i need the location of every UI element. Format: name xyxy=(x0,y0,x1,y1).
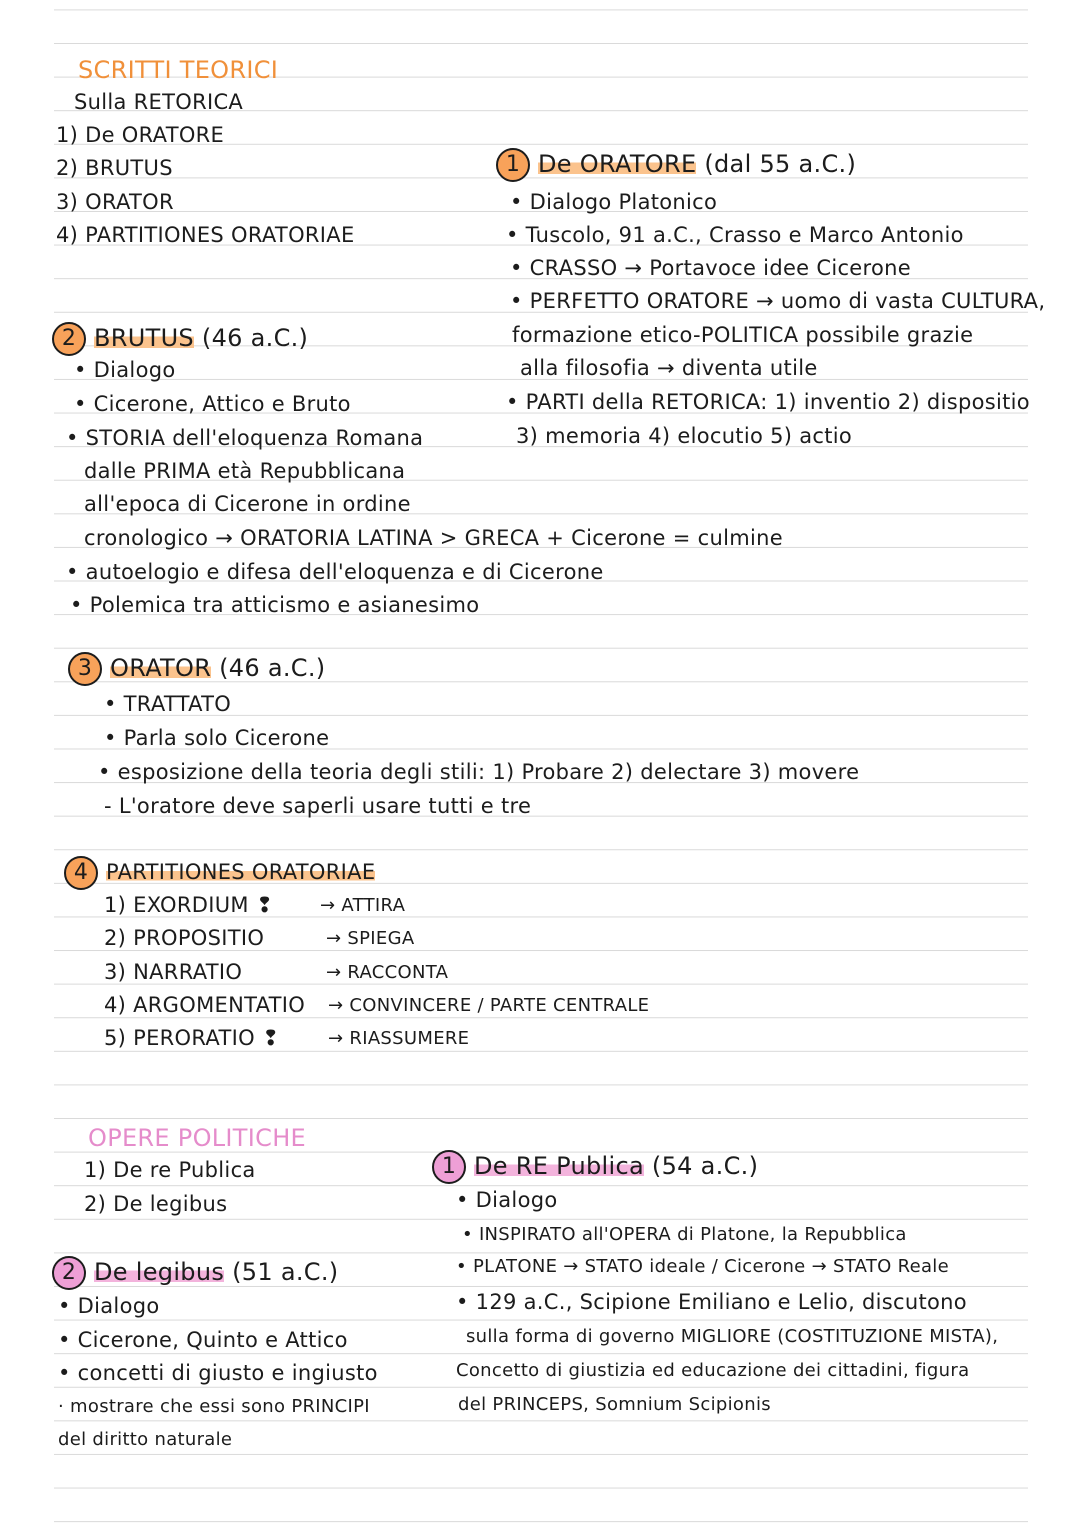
orator-title: ORATOR xyxy=(110,654,212,682)
de-legibus-heading xyxy=(52,1256,338,1290)
political-list-item: 1) De re Publica xyxy=(84,1158,256,1182)
de-oratore-heading xyxy=(496,148,856,182)
theoretical-list-item: 3) ORATOR xyxy=(56,190,174,214)
brutus-date: (46 a.C.) xyxy=(201,324,309,352)
de-legibus-line: • Dialogo xyxy=(58,1294,160,1318)
brutus-line: • autoelogio e difesa dell'eloquenza e di Cicerone xyxy=(66,560,604,584)
orator-line: - L'oratore deve saperli usare tutti e tre xyxy=(104,794,532,818)
de-re-publica-line: • INSPIRATO all'OPERA di Platone, la Repubblica xyxy=(462,1224,907,1245)
page-margin-right xyxy=(1028,0,1080,1527)
section-title-political: OPERE POLITICHE xyxy=(88,1124,307,1152)
de-legibus-line: • Cicerone, Quinto e Attico xyxy=(58,1328,348,1352)
de-re-publica-line: sulla forma di governo MIGLIORE (COSTITUZIONE MISTA), xyxy=(466,1326,999,1347)
partitiones-part: 1) EXORDIUM ❢ xyxy=(104,893,274,917)
subtitle-rhetoric: Sulla RETORICA xyxy=(74,90,244,114)
de-oratore-line: formazione etico-POLITICA possibile grazie xyxy=(512,323,974,347)
de-legibus-title: De legibus xyxy=(94,1258,225,1286)
brutus-line: all'epoca di Cicerone in ordine xyxy=(84,492,411,516)
brutus-line: dalle PRIMA età Repubblicana xyxy=(84,459,406,483)
partitiones-part: 3) NARRATIO xyxy=(104,960,243,984)
partitiones-action: → ATTIRA xyxy=(320,895,406,916)
de-legibus-date: (51 a.C.) xyxy=(232,1258,339,1286)
de-oratore-title: De ORATORE xyxy=(538,150,697,178)
partitiones-action: → RACCONTA xyxy=(326,962,449,983)
page-margin-left xyxy=(0,0,54,1527)
partitiones-heading xyxy=(64,856,375,890)
partitiones-part: 4) ARGOMENTATIO xyxy=(104,993,306,1017)
de-oratore-line: • PARTI della RETORICA: 1) inventio 2) dispositio xyxy=(506,390,1030,414)
de-re-publica-title: De RE Publica xyxy=(474,1152,644,1180)
de-oratore-line: • PERFETTO ORATORE → uomo di vasta CULTURA, xyxy=(510,289,1046,313)
de-oratore-line: alla filosofia → diventa utile xyxy=(520,356,818,380)
number-circle: 2 xyxy=(52,322,86,356)
de-oratore-date: (dal 55 a.C.) xyxy=(704,150,857,178)
de-re-publica-heading xyxy=(432,1150,758,1184)
brutus-line: • Polemica tra atticismo e asianesimo xyxy=(70,593,480,617)
de-re-publica-date: (54 a.C.) xyxy=(651,1152,759,1180)
brutus-line: cronologico → ORATORIA LATINA > GRECA + Cicerone = culmine xyxy=(84,526,783,550)
de-legibus-line: del diritto naturale xyxy=(58,1429,233,1450)
brutus-line: • STORIA dell'eloquenza Romana xyxy=(66,426,424,450)
brutus-line: • Dialogo xyxy=(74,358,176,382)
partitiones-action: → RIASSUMERE xyxy=(328,1028,470,1049)
number-circle: 3 xyxy=(68,652,102,686)
political-list-item: 2) De legibus xyxy=(84,1192,228,1216)
brutus-line: • Cicerone, Attico e Bruto xyxy=(74,392,351,416)
orator-line: • esposizione della teoria degli stili: 1) Probare 2) delectare 3) movere xyxy=(98,760,860,784)
number-circle: 1 xyxy=(432,1150,466,1184)
brutus-title: BRUTUS xyxy=(94,324,194,352)
partitiones-part: 2) PROPOSITIO xyxy=(104,926,265,950)
de-oratore-line: • CRASSO → Portavoce idee Cicerone xyxy=(510,256,911,280)
de-legibus-line: · mostrare che essi sono PRINCIPI xyxy=(58,1396,370,1417)
de-oratore-line: 3) memoria 4) elocutio 5) actio xyxy=(516,424,853,448)
theoretical-list-item: 1) De ORATORE xyxy=(56,123,225,147)
theoretical-list-item: 4) PARTITIONES ORATORIAE xyxy=(56,223,355,247)
orator-date: (46 a.C.) xyxy=(219,654,326,682)
de-legibus-line: • concetti di giusto e ingiusto xyxy=(58,1361,378,1385)
number-circle: 1 xyxy=(496,148,530,182)
de-re-publica-line: • Dialogo xyxy=(456,1188,558,1212)
brutus-heading xyxy=(52,322,308,356)
orator-heading xyxy=(68,652,325,686)
partitiones-action: → CONVINCERE / PARTE CENTRALE xyxy=(328,995,650,1016)
orator-line: • TRATTATO xyxy=(104,692,232,716)
number-circle: 2 xyxy=(52,1256,86,1290)
section-title-theoretical: SCRITTI TEORICI xyxy=(78,56,279,84)
orator-line: • Parla solo Cicerone xyxy=(104,726,330,750)
de-re-publica-line: Concetto di giustizia ed educazione dei cittadini, figura xyxy=(456,1360,970,1381)
de-re-publica-line: • PLATONE → STATO ideale / Cicerone → STATO Reale xyxy=(456,1256,949,1277)
partitiones-action: → SPIEGA xyxy=(326,928,415,949)
theoretical-list-item: 2) BRUTUS xyxy=(56,156,173,180)
de-oratore-line: • Dialogo Platonico xyxy=(510,190,718,214)
partitiones-title: PARTITIONES ORATORIAE xyxy=(106,860,376,884)
de-oratore-line: • Tuscolo, 91 a.C., Crasso e Marco Antonio xyxy=(506,223,964,247)
number-circle: 4 xyxy=(64,856,98,890)
partitiones-part: 5) PERORATIO ❢ xyxy=(104,1026,280,1050)
de-re-publica-line: del PRINCEPS, Somnium Scipionis xyxy=(458,1394,771,1415)
de-re-publica-line: • 129 a.C., Scipione Emiliano e Lelio, discutono xyxy=(456,1290,967,1314)
